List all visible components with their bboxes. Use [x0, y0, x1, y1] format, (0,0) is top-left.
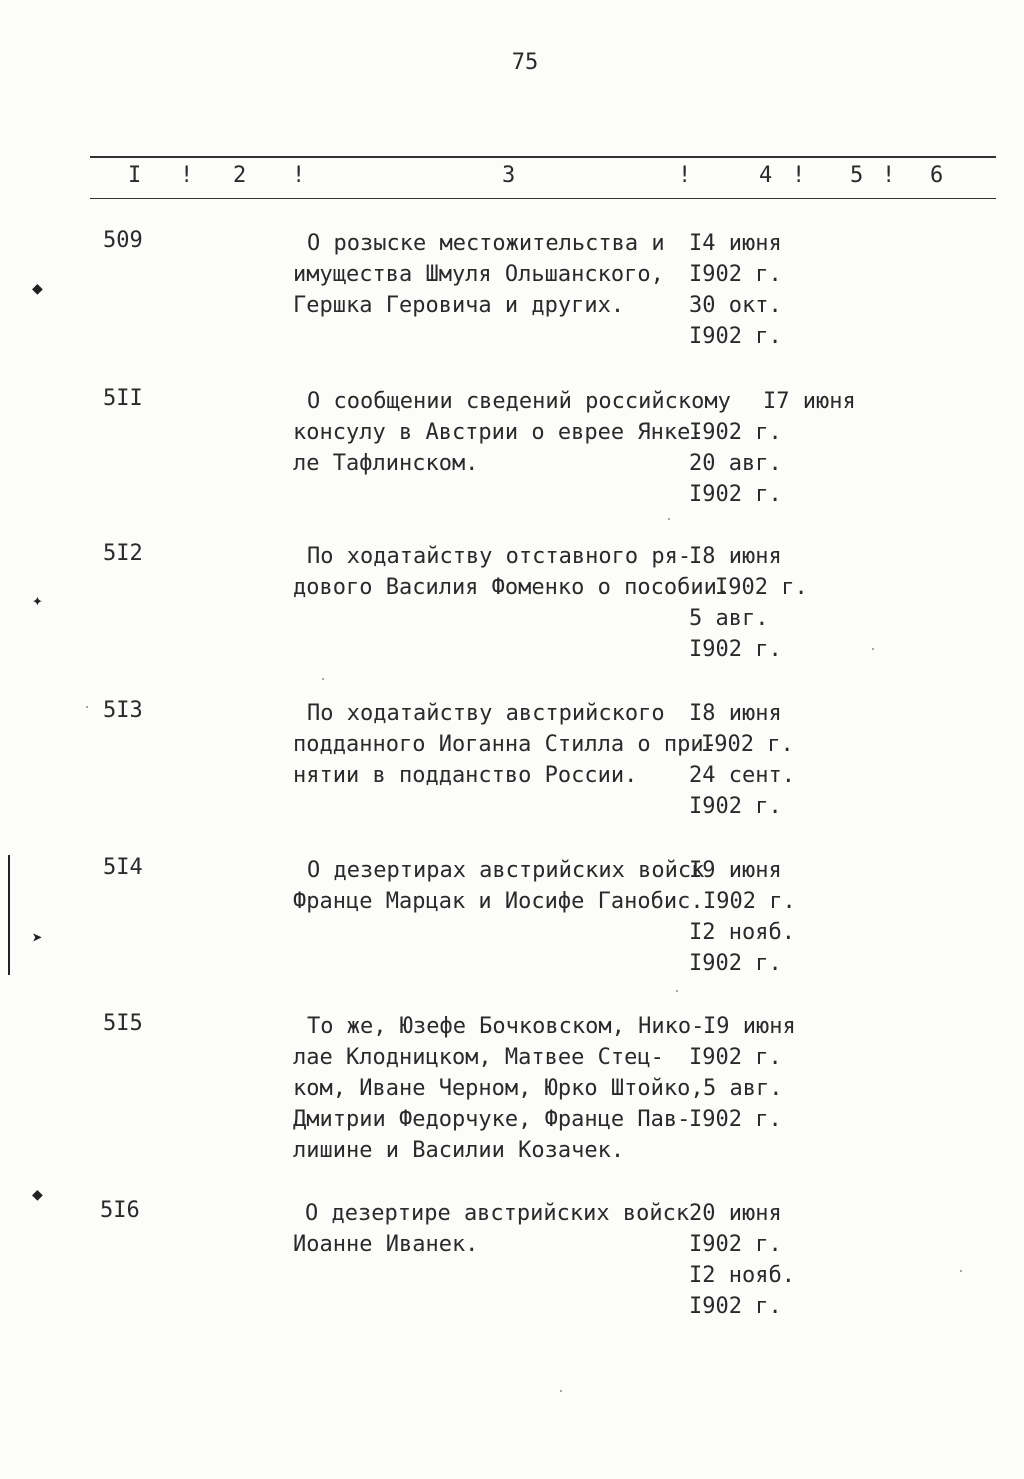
entry-number: 5I5	[103, 1011, 143, 1036]
entry-description	[293, 1198, 693, 1260]
date-line: 5 авг.	[689, 606, 769, 631]
entry-dates	[689, 228, 829, 352]
scan-speck	[322, 678, 324, 680]
entry-description	[293, 386, 731, 479]
description-line: нятии в подданство России.	[293, 763, 638, 788]
binder-hole-icon: ✦	[32, 590, 43, 611]
scan-speck	[960, 1270, 962, 1272]
scan-speck	[872, 648, 874, 650]
date-line: 5 авг.	[703, 1076, 783, 1101]
description-line: По ходатайству отставного ря-	[307, 544, 692, 569]
date-line: I902 г.	[689, 1107, 782, 1132]
binder-hole-icon: ◆	[32, 1184, 43, 1205]
entry-dates	[689, 541, 829, 665]
description-line: О розыске местожительства и	[307, 231, 665, 256]
column-header-5: 5	[850, 163, 864, 188]
entry-dates	[689, 1011, 829, 1135]
description-line: ле Тафлинском.	[293, 451, 479, 476]
entry-description	[293, 228, 693, 321]
date-line: I2 нояб.	[689, 1263, 795, 1288]
date-line: I7 июня	[763, 389, 856, 414]
description-line: О сообщении сведений российскому	[307, 389, 731, 414]
date-line: I902 г.	[689, 262, 782, 287]
date-line: I2 нояб.	[689, 920, 795, 945]
entry-description	[293, 855, 705, 917]
description-line: По ходатайству австрийского	[307, 701, 665, 726]
page-number: 75	[511, 50, 539, 75]
description-line: имущества Шмуля Ольшанского,	[293, 262, 664, 287]
entry-number: 5I2	[103, 541, 143, 566]
column-header-2: 2	[233, 163, 247, 188]
header-top-rule	[90, 156, 996, 158]
binder-hole-icon: ➤	[32, 928, 43, 949]
description-line: лишине и Василии Козачек.	[293, 1138, 625, 1163]
date-line: I902 г.	[689, 794, 782, 819]
column-header-1: I	[128, 163, 142, 188]
description-line: Франце Марцак и Иосифе Ганобис.	[293, 889, 704, 914]
column-header-4: 4	[759, 163, 773, 188]
scan-speck	[676, 990, 678, 992]
binder-hole-icon: ◆	[32, 278, 43, 299]
entry-description	[293, 1011, 705, 1166]
date-line: I902 г.	[689, 482, 782, 507]
entry-description	[293, 698, 717, 791]
scan-speck	[668, 518, 670, 520]
entry-number: 5I3	[103, 698, 143, 723]
description-line: О дезертире австрийских войск	[305, 1201, 690, 1226]
date-line: I902 г.	[701, 732, 794, 757]
entry-dates	[689, 855, 829, 979]
description-line: То же, Юзефе Бочковском, Нико-	[307, 1014, 705, 1039]
date-line: I4 июня	[689, 231, 782, 256]
description-line: консулу в Австрии о еврее Янке-	[293, 420, 704, 445]
description-line: ком, Иване Черном, Юрко Штойко,	[293, 1076, 704, 1101]
date-line: I9 июня	[689, 858, 782, 883]
date-line: 20 июня	[689, 1201, 782, 1226]
description-line: подданного Иоганна Стилла о при-	[293, 732, 717, 757]
description-line: Иоанне Иванек.	[293, 1232, 479, 1257]
description-line: Дмитрии Федорчуке, Франце Пав-	[293, 1107, 691, 1132]
date-line: I902 г.	[689, 324, 782, 349]
entry-number: 5II	[103, 386, 143, 411]
entry-dates	[689, 1198, 829, 1322]
date-line: I902 г.	[689, 1232, 782, 1257]
date-line: I902 г.	[689, 420, 782, 445]
entry-number: 509	[103, 228, 143, 253]
column-header-3: 3	[502, 163, 516, 188]
scan-edge-line	[8, 855, 10, 975]
column-separator: !	[882, 163, 896, 188]
column-header-6: 6	[930, 163, 944, 188]
entry-description	[293, 541, 731, 603]
description-line: Гершка Геровича и других.	[293, 293, 625, 318]
date-line: I902 г.	[689, 1294, 782, 1319]
description-line: дового Василия Фоменко о пособии.	[293, 575, 731, 600]
date-line: I8 июня	[689, 544, 782, 569]
entry-number: 5I4	[103, 855, 143, 880]
entry-dates	[689, 386, 856, 510]
scan-speck	[86, 706, 88, 708]
column-separator: !	[180, 163, 194, 188]
column-separator: !	[292, 163, 306, 188]
date-line: I902 г.	[689, 951, 782, 976]
scan-speck	[560, 1390, 562, 1392]
date-line: 20 авг.	[689, 451, 782, 476]
entry-number: 5I6	[100, 1198, 140, 1223]
date-line: I8 июня	[689, 701, 782, 726]
date-line: I902 г.	[689, 637, 782, 662]
column-separator: !	[678, 163, 692, 188]
date-line: 30 окт.	[689, 293, 782, 318]
description-line: О дезертирах австрийских войск	[307, 858, 705, 883]
entry-dates	[689, 698, 829, 822]
date-line: I902 г.	[689, 1045, 782, 1070]
header-bottom-rule	[90, 198, 996, 199]
column-separator: !	[792, 163, 806, 188]
date-line: I9 июня	[703, 1014, 796, 1039]
description-line: лае Клодницком, Матвее Стец-	[293, 1045, 664, 1070]
date-line: I902 г.	[715, 575, 808, 600]
date-line: I902 г.	[703, 889, 796, 914]
date-line: 24 сент.	[689, 763, 795, 788]
